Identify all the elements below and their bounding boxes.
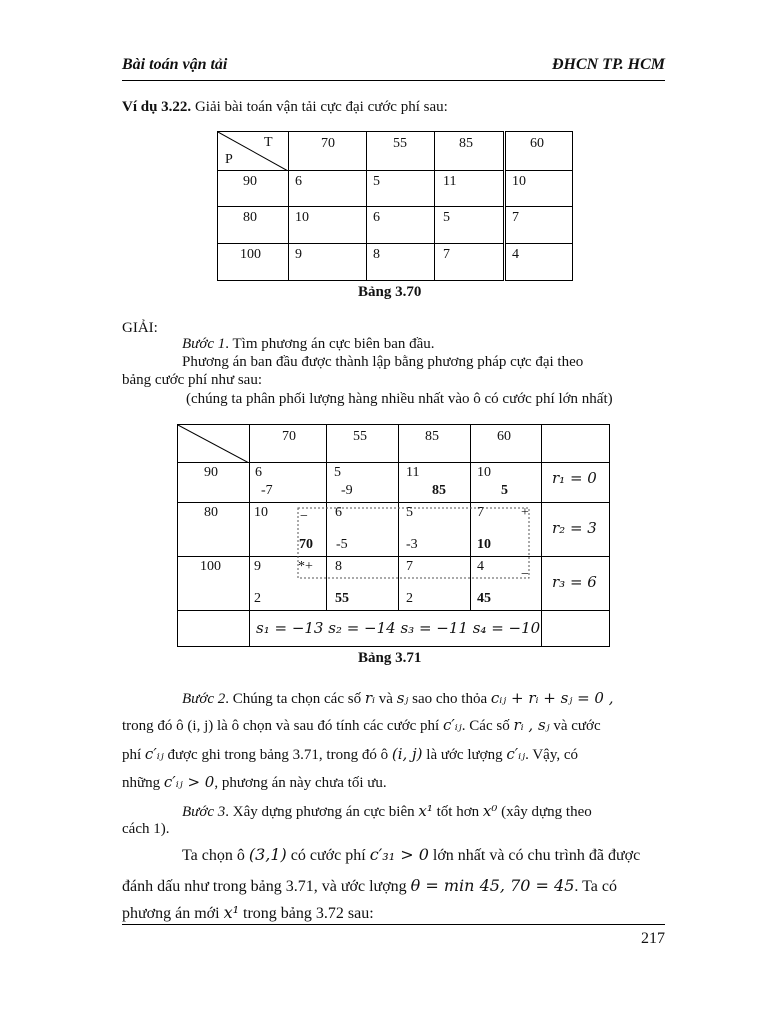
cell-3-3 <box>399 557 471 611</box>
supply-value: 100 <box>240 247 261 262</box>
allocation-value: 10 <box>477 537 491 552</box>
step2-math: rᵢ , sⱼ <box>513 716 550 734</box>
demand-cell <box>435 132 505 171</box>
demand-value: 85 <box>459 136 473 151</box>
cost-value: 6 <box>373 210 380 225</box>
step2-label: Bước 2 <box>182 691 226 707</box>
estimate-value: -7 <box>261 483 273 498</box>
cycle-minus-mark: − <box>300 509 308 524</box>
cell-2-3 <box>399 503 471 557</box>
step2-text: . Vậy, có <box>525 747 579 763</box>
step3-math: x¹ <box>418 802 433 820</box>
step3-label: Bước 3 <box>182 804 226 820</box>
demand-value: 70 <box>321 136 335 151</box>
cost-cell <box>367 244 435 281</box>
step3-math: x⁰ <box>482 802 498 820</box>
cost-value: 7 <box>406 559 413 574</box>
potential-r2: r₂ = 3 <box>552 519 597 537</box>
supply-value: 80 <box>243 210 257 225</box>
cost-cell <box>505 244 573 281</box>
step2-line1: Bước 2. Chúng ta chọn các số rᵢ và sⱼ sao cho thỏa cᵢⱼ + rᵢ + sⱼ = 0 , <box>182 689 614 707</box>
cost-value: 5 <box>373 174 380 189</box>
corner-label-p: P <box>225 152 233 167</box>
cell-1-4 <box>471 463 542 503</box>
cycle-plus-mark: + <box>521 505 529 520</box>
cell-2-4 <box>471 503 542 557</box>
cell-3-1 <box>250 557 327 611</box>
demand-value: 55 <box>353 429 367 444</box>
table-caption-3-70: Bảng 3.70 <box>358 284 422 300</box>
allocation-value: 45 <box>477 591 491 606</box>
para-text: Ta chọn ô <box>182 847 245 864</box>
step2-text: trong đó ô (i, j) là ô chọn và sau đó tính các cước phí <box>122 718 440 734</box>
table-row <box>178 503 610 557</box>
header-rule <box>122 80 665 81</box>
step2-line3: phí c′ᵢⱼ được ghi trong bảng 3.71, trong đó ô (i, j) là ước lượng c′ᵢⱼ. Vậy, có <box>122 745 579 763</box>
cost-cell <box>505 171 573 207</box>
step1-line <box>182 334 435 354</box>
step2-text: những <box>122 775 161 791</box>
cost-value: 6 <box>255 465 262 480</box>
potential-s-values: s₁ = −13 s₂ = −14 s₃ = −11 s₄ = −10 <box>256 619 541 637</box>
step3-text: tốt hơn <box>436 804 480 820</box>
example-text: Giải bài toán vận tải cực đại cước phí sau: <box>194 99 448 115</box>
page-number: 217 <box>641 930 665 947</box>
cost-value: 7 <box>443 247 450 262</box>
supply-cell <box>218 207 289 244</box>
cycle-minus-mark: − <box>521 567 529 582</box>
cell-1-2 <box>327 463 399 503</box>
estimate-value: 2 <box>254 591 261 606</box>
para-line3: phương án mới x¹ trong bảng 3.72 sau: <box>122 903 374 922</box>
corner-cell <box>178 425 250 463</box>
para-text: có cước phí <box>290 847 366 864</box>
cost-value: 9 <box>254 559 261 574</box>
step2-text: được ghi trong bảng 3.71, trong đó ô <box>167 747 389 763</box>
supply-cell <box>178 503 250 557</box>
cost-value: 10 <box>295 210 309 225</box>
header-institution: ĐHCN TP. HCM <box>551 56 665 73</box>
supply-cell <box>218 244 289 281</box>
supply-cell <box>178 463 250 503</box>
step2-text: sao cho thỏa <box>412 691 488 707</box>
step2-equation: cᵢⱼ + rᵢ + sⱼ = 0 , <box>490 689 614 707</box>
cost-value: 5 <box>334 465 341 480</box>
cost-cell <box>435 244 505 281</box>
cost-value: 7 <box>512 210 519 225</box>
empty-cell <box>178 611 250 647</box>
step1-line2: Phương án ban đầu được thành lập bằng phương pháp cực đại theo <box>182 354 584 370</box>
potential-s-row <box>250 611 542 647</box>
estimate-value: -5 <box>336 537 348 552</box>
table-row <box>178 557 610 611</box>
para-text: trong bảng 3.72 sau: <box>243 905 374 922</box>
step1-line3: bảng cước phí như sau: <box>122 372 262 388</box>
step2-text: và <box>378 691 393 707</box>
cost-cell <box>367 171 435 207</box>
header-title: Bài toán vận tải <box>122 56 228 73</box>
demand-cell <box>250 425 327 463</box>
demand-cell <box>505 132 573 171</box>
step1-label: Bước 1 <box>182 336 226 352</box>
demand-value: 60 <box>530 136 544 151</box>
empty-cell <box>542 611 610 647</box>
step2-math: c′ᵢⱼ > 0 <box>163 773 215 791</box>
cost-value: 8 <box>373 247 380 262</box>
step2-line2 <box>122 715 601 736</box>
estimate-value: 2 <box>406 591 413 606</box>
cell-2-2 <box>327 503 399 557</box>
cost-value: 11 <box>406 465 420 480</box>
table-row <box>218 244 573 281</box>
supply-cell <box>178 557 250 611</box>
para-math: (3,1) <box>248 845 287 864</box>
para-line1 <box>182 845 640 866</box>
potential-r-cell <box>542 503 610 557</box>
cell-3-4 <box>471 557 542 611</box>
supply-value: 90 <box>243 174 257 189</box>
cost-value: 5 <box>406 505 413 520</box>
demand-cell <box>399 425 471 463</box>
cost-cell <box>435 207 505 244</box>
potential-header-cell <box>542 425 610 463</box>
allocation-value: 70 <box>299 537 313 552</box>
cost-value: 6 <box>335 505 342 520</box>
step2-text: phí <box>122 747 142 763</box>
cycle-start-mark: *+ <box>298 559 313 574</box>
para-math: θ = min 45, 70 = 45 <box>410 876 575 895</box>
cost-table-3-70 <box>217 131 573 281</box>
estimate-value: -3 <box>406 537 418 552</box>
demand-cell <box>327 425 399 463</box>
corner-label-t: T <box>264 135 273 150</box>
step1-line4: (chúng ta phân phối lượng hàng nhiều nhất vào ô có cước phí lớn nhất) <box>186 391 613 407</box>
cost-value: 10 <box>254 505 268 520</box>
cost-cell <box>505 207 573 244</box>
demand-value: 55 <box>393 136 407 151</box>
cost-value: 10 <box>477 465 491 480</box>
potential-r3: r₃ = 6 <box>552 573 597 591</box>
para-text: . Ta có <box>574 878 617 895</box>
demand-cell <box>367 132 435 171</box>
table-caption-3-71: Bảng 3.71 <box>358 650 422 666</box>
cost-value: 6 <box>295 174 302 189</box>
footer-rule <box>122 924 665 925</box>
corner-diagonal <box>178 425 249 463</box>
allocation-table-3-71 <box>177 424 610 647</box>
demand-value: 70 <box>282 429 296 444</box>
supply-value: 90 <box>204 465 218 480</box>
supply-cell <box>218 171 289 207</box>
cell-3-2 <box>327 557 399 611</box>
cost-value: 5 <box>443 210 450 225</box>
cost-cell <box>289 171 367 207</box>
step2-text: . Các số <box>461 718 510 734</box>
para-text: lớn nhất và có chu trình đã được <box>432 847 641 864</box>
demand-cell <box>289 132 367 171</box>
estimate-value: -9 <box>341 483 353 498</box>
para-text: đánh dấu như trong bảng 3.71, và ước lượng <box>122 878 407 895</box>
para-line2 <box>122 876 617 897</box>
demand-cell <box>471 425 542 463</box>
supply-value: 80 <box>204 505 218 520</box>
allocation-value: 5 <box>501 483 508 498</box>
para-math: c′₃₁ > 0 <box>369 845 429 864</box>
table-row <box>178 463 610 503</box>
cost-cell <box>289 244 367 281</box>
cost-value: 8 <box>335 559 342 574</box>
demand-value: 60 <box>497 429 511 444</box>
potential-r1: r₁ = 0 <box>552 469 597 487</box>
cost-cell <box>435 171 505 207</box>
step2-text: và cước <box>553 718 601 734</box>
step2-math: (i, j) <box>391 745 423 763</box>
table-row <box>218 171 573 207</box>
step3-line2: cách 1). <box>122 821 170 837</box>
step2-text: , phương án này chưa tối ưu. <box>214 775 387 791</box>
step2-text: là ước lượng <box>426 747 503 763</box>
example-line <box>122 97 448 117</box>
cell-1-1 <box>250 463 327 503</box>
corner-cell <box>218 132 289 171</box>
step3-text: . Xây dựng phương án cực biên <box>225 804 415 820</box>
para-text: phương án mới <box>122 905 220 922</box>
cell-2-1 <box>250 503 327 557</box>
table-row <box>218 207 573 244</box>
step3-line1 <box>182 801 592 822</box>
cost-value: 11 <box>443 174 457 189</box>
example-label: Ví dụ 3.22. <box>122 99 192 115</box>
step1-text: . Tìm phương án cực biên ban đầu. <box>225 336 435 352</box>
allocation-value: 55 <box>335 591 349 606</box>
step2-line4 <box>122 772 387 793</box>
step3-text: (xây dựng theo <box>501 804 592 820</box>
demand-value: 85 <box>425 429 439 444</box>
cost-value: 4 <box>512 247 519 262</box>
cost-value: 7 <box>477 505 484 520</box>
cost-cell <box>367 207 435 244</box>
step2-math: c′ᵢⱼ <box>442 716 462 734</box>
cost-value: 10 <box>512 174 526 189</box>
allocation-value: 85 <box>432 483 446 498</box>
step2-text: . Chúng ta chọn các số <box>225 691 362 707</box>
cell-1-3 <box>399 463 471 503</box>
potential-r-cell <box>542 557 610 611</box>
solution-label: GIẢI: <box>122 320 158 336</box>
cost-cell <box>289 207 367 244</box>
cost-value: 4 <box>477 559 484 574</box>
potential-r-cell <box>542 463 610 503</box>
cost-value: 9 <box>295 247 302 262</box>
supply-value: 100 <box>200 559 221 574</box>
